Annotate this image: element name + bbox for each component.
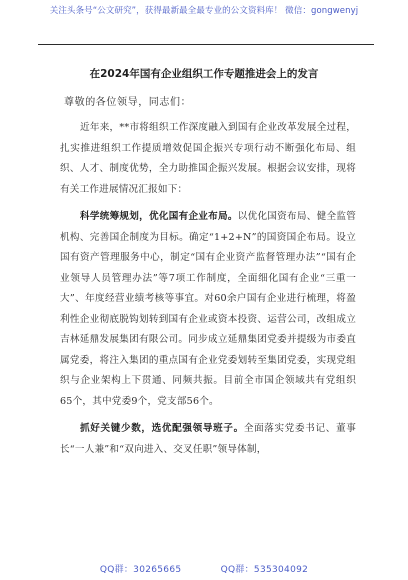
paragraph	[60, 118, 356, 200]
paragraph	[60, 419, 356, 460]
header-banner: 关注头条号“公文研究”，获得最新最全最专业的公文资料库！ 微信：gongwenyj	[49, 6, 359, 16]
greeting: 尊敬的各位领导，同志们：	[64, 97, 192, 108]
footer-qq-group-1: QQ群：30265665	[99, 565, 182, 575]
document-title: 在2024年国有企业组织工作专题推进会上的发言	[89, 68, 319, 80]
paragraph-lead: 科学统筹规划，优化国有企业布局。	[80, 211, 238, 222]
paragraph	[60, 207, 356, 412]
header-rule	[38, 44, 374, 45]
paragraph-text: 以优化国资布局、健全监管机构、完善国企制度为目标。确定“1+2+N”的国资国企布局。设立国有资产管理服务中心，制定“国有企业资产监督管理办法”“国有企业领导人员管理办法”等7项工作制度，全面细化国有企业“三重一大”、年度经营业绩考核等事宜。对60余户国有企业进行梳理，将盈利性企业彻底脱钩划转到国有企业或资本投资、运营公司，改组成立吉林延鼎发展集团有限公司。同步成立延鼎集团党委并提级为市委直属党委，将注入集团的重点国有企业党委划转至集团党委，实现党组织与企业架构上下贯通、同频共振。目前全市国企领域共有党组织65个，其中党委9个，党支部56个。	[60, 211, 356, 407]
footer	[0, 562, 408, 575]
paragraph-text: 全面落实党委书记、董事长“一人兼”和“双向进入、交叉任职”领导体制，	[60, 423, 357, 455]
paragraph-lead: 抓好关键少数，选优配强领导班子。	[80, 423, 244, 434]
footer-qq-group-2: QQ群：535304092	[220, 565, 309, 575]
paragraph-text: 近年来，**市将组织工作深度融入到国有企业改革发展全过程，扎实推进组织工作提质增效促国企振兴专项行动不断强化布局、组织、人才、制度优势，全力助推国企振兴发展。根据会议安排，现将有关工作进展情况汇报如下：	[60, 122, 356, 195]
document-body	[60, 118, 356, 467]
